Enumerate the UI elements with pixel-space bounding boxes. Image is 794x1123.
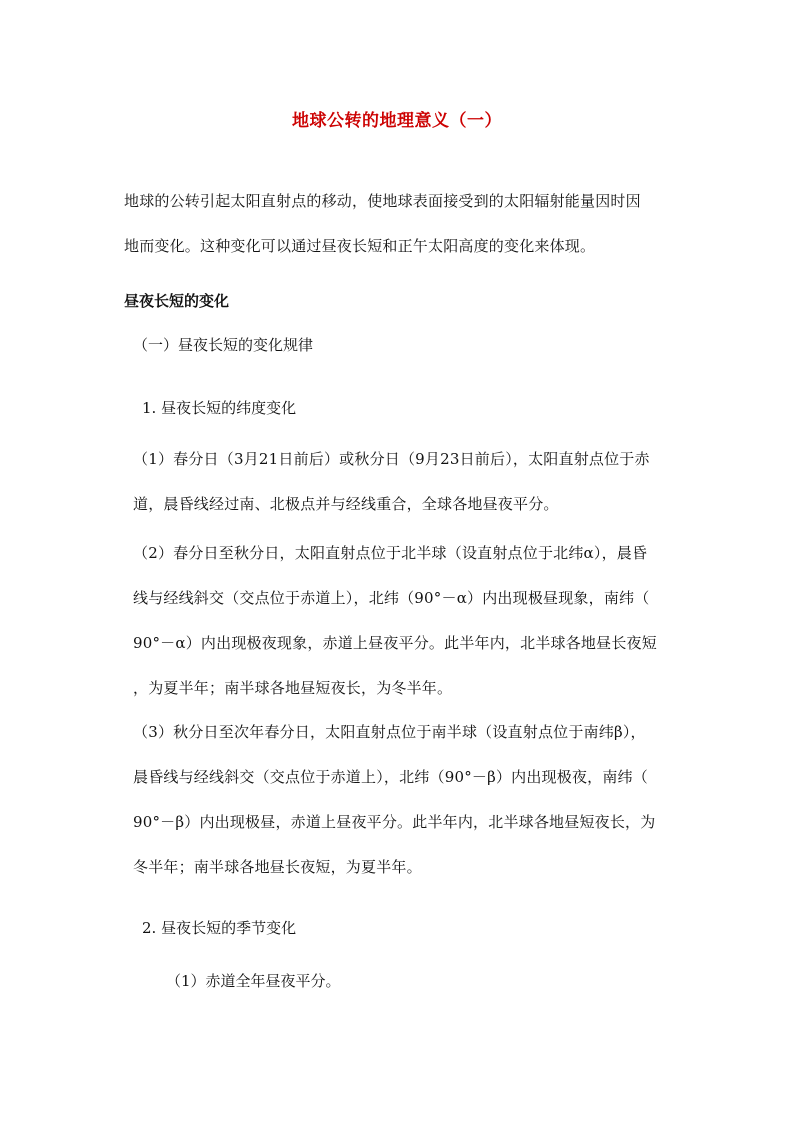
paragraph-1 — [133, 437, 693, 527]
paragraph-line: 90°－β）内出现极昼，赤道上昼夜平分。此半年内，北半球各地昼短夜长，为 — [133, 813, 656, 831]
subsection-heading: （一）昼夜长短的变化规律 — [133, 336, 314, 354]
paragraph-line: 晨昏线与经线斜交（交点位于赤道上），北纬（90°－β）内出现极夜，南纬（ — [133, 768, 648, 786]
point1-heading: 1. 昼夜长短的纬度变化 — [142, 399, 297, 417]
paragraph-line: 90°－α）内出现极夜现象，赤道上昼夜平分。此半年内，北半球各地昼长夜短 — [133, 634, 657, 652]
document-title: 地球公转的地理意义（一） — [292, 111, 502, 131]
paragraph-2 — [133, 531, 693, 711]
intro-line: 地球的公转引起太阳直射点的移动，使地球表面接受到的太阳辐射能量因时因 — [124, 192, 641, 210]
paragraph-line: （3）秋分日至次年春分日，太阳直射点位于南半球（设直射点位于南纬β）， — [133, 723, 646, 741]
point2-heading: 2. 昼夜长短的季节变化 — [142, 919, 297, 937]
paragraph-line: （2）春分日至秋分日，太阳直射点位于北半球（设直射点位于北纬α），晨昏 — [133, 544, 648, 562]
paragraph-line: ，为夏半年；南半球各地昼短夜长，为冬半年。 — [133, 679, 453, 697]
list-item: （1）赤道全年昼夜平分。 — [166, 972, 341, 990]
intro-paragraph — [124, 179, 684, 269]
paragraph-line: 线与经线斜交（交点位于赤道上），北纬（90°－α）内出现极昼现象，南纬（ — [133, 589, 650, 607]
section-heading: 昼夜长短的变化 — [124, 292, 230, 310]
paragraph-line: 冬半年；南半球各地昼长夜短，为夏半年。 — [133, 858, 422, 876]
intro-line: 地而变化。这种变化可以通过昼夜长短和正午太阳高度的变化来体现。 — [124, 237, 596, 255]
paragraph-3 — [133, 710, 693, 890]
paragraph-line: （1）春分日（3月21日前后）或秋分日（9月23日前后），太阳直射点位于赤 — [133, 450, 650, 468]
paragraph-line: 道，晨昏线经过南、北极点并与经线重合，全球各地昼夜平分。 — [133, 495, 559, 513]
